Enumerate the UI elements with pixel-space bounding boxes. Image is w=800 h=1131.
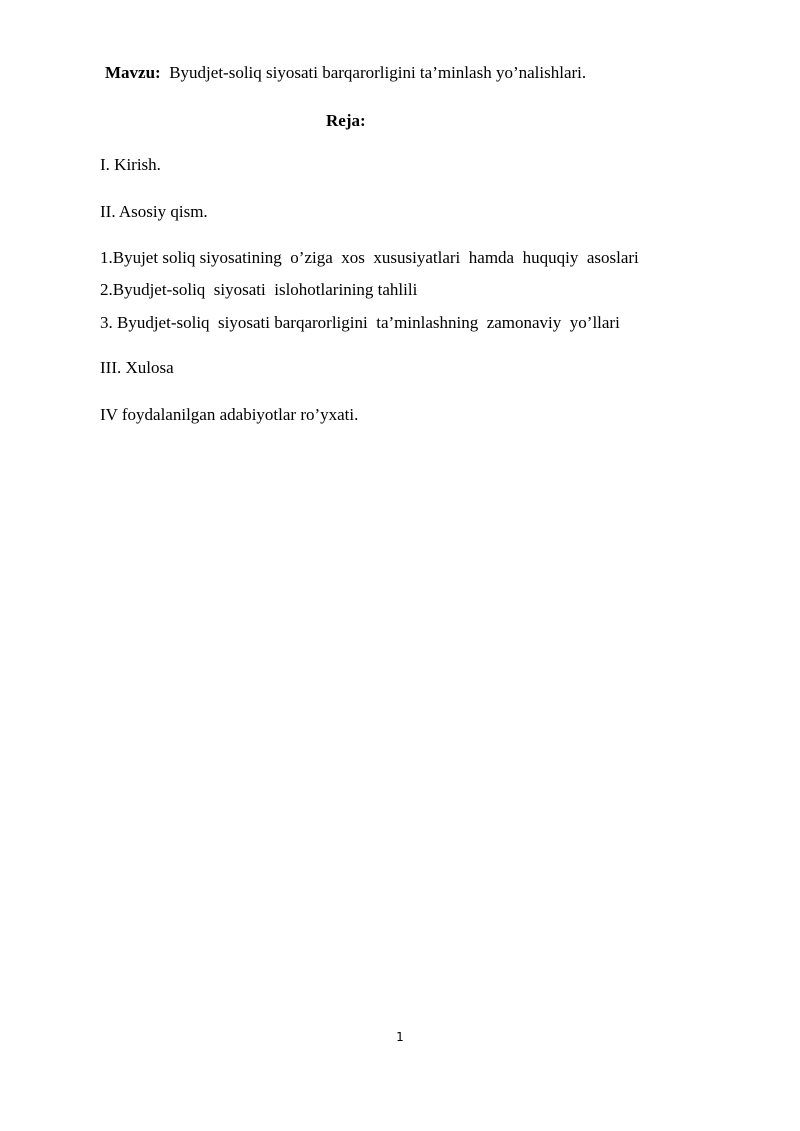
plan-item-references: IV foydalanilgan adabiyotlar ro’yxati. [100, 405, 359, 424]
plan-subitem-2: 2.Byudjet-soliq siyosati islohotlarining tahlili [100, 280, 418, 299]
topic-label: Mavzu: [105, 63, 161, 82]
page-number: 1 [396, 1030, 404, 1044]
plan-heading: Reja: [326, 111, 366, 130]
topic-line [105, 63, 586, 83]
plan-subitem-3: 3. Byudjet-soliq siyosati barqarorligini ta’minlashning zamonaviy yo’llari [100, 313, 620, 332]
plan-subitem-1: 1.Byujet soliq siyosatining o’ziga xos xususiyatlari hamda huquqiy asoslari [100, 248, 639, 267]
topic-text: Byudjet-soliq siyosati barqarorligini ta’minlash yo’nalishlari. [160, 63, 587, 82]
plan-item-main-part: II. Asosiy qism. [100, 202, 208, 221]
plan-item-conclusion: III. Xulosa [100, 358, 174, 377]
plan-item-introduction: I. Kirish. [100, 155, 161, 174]
